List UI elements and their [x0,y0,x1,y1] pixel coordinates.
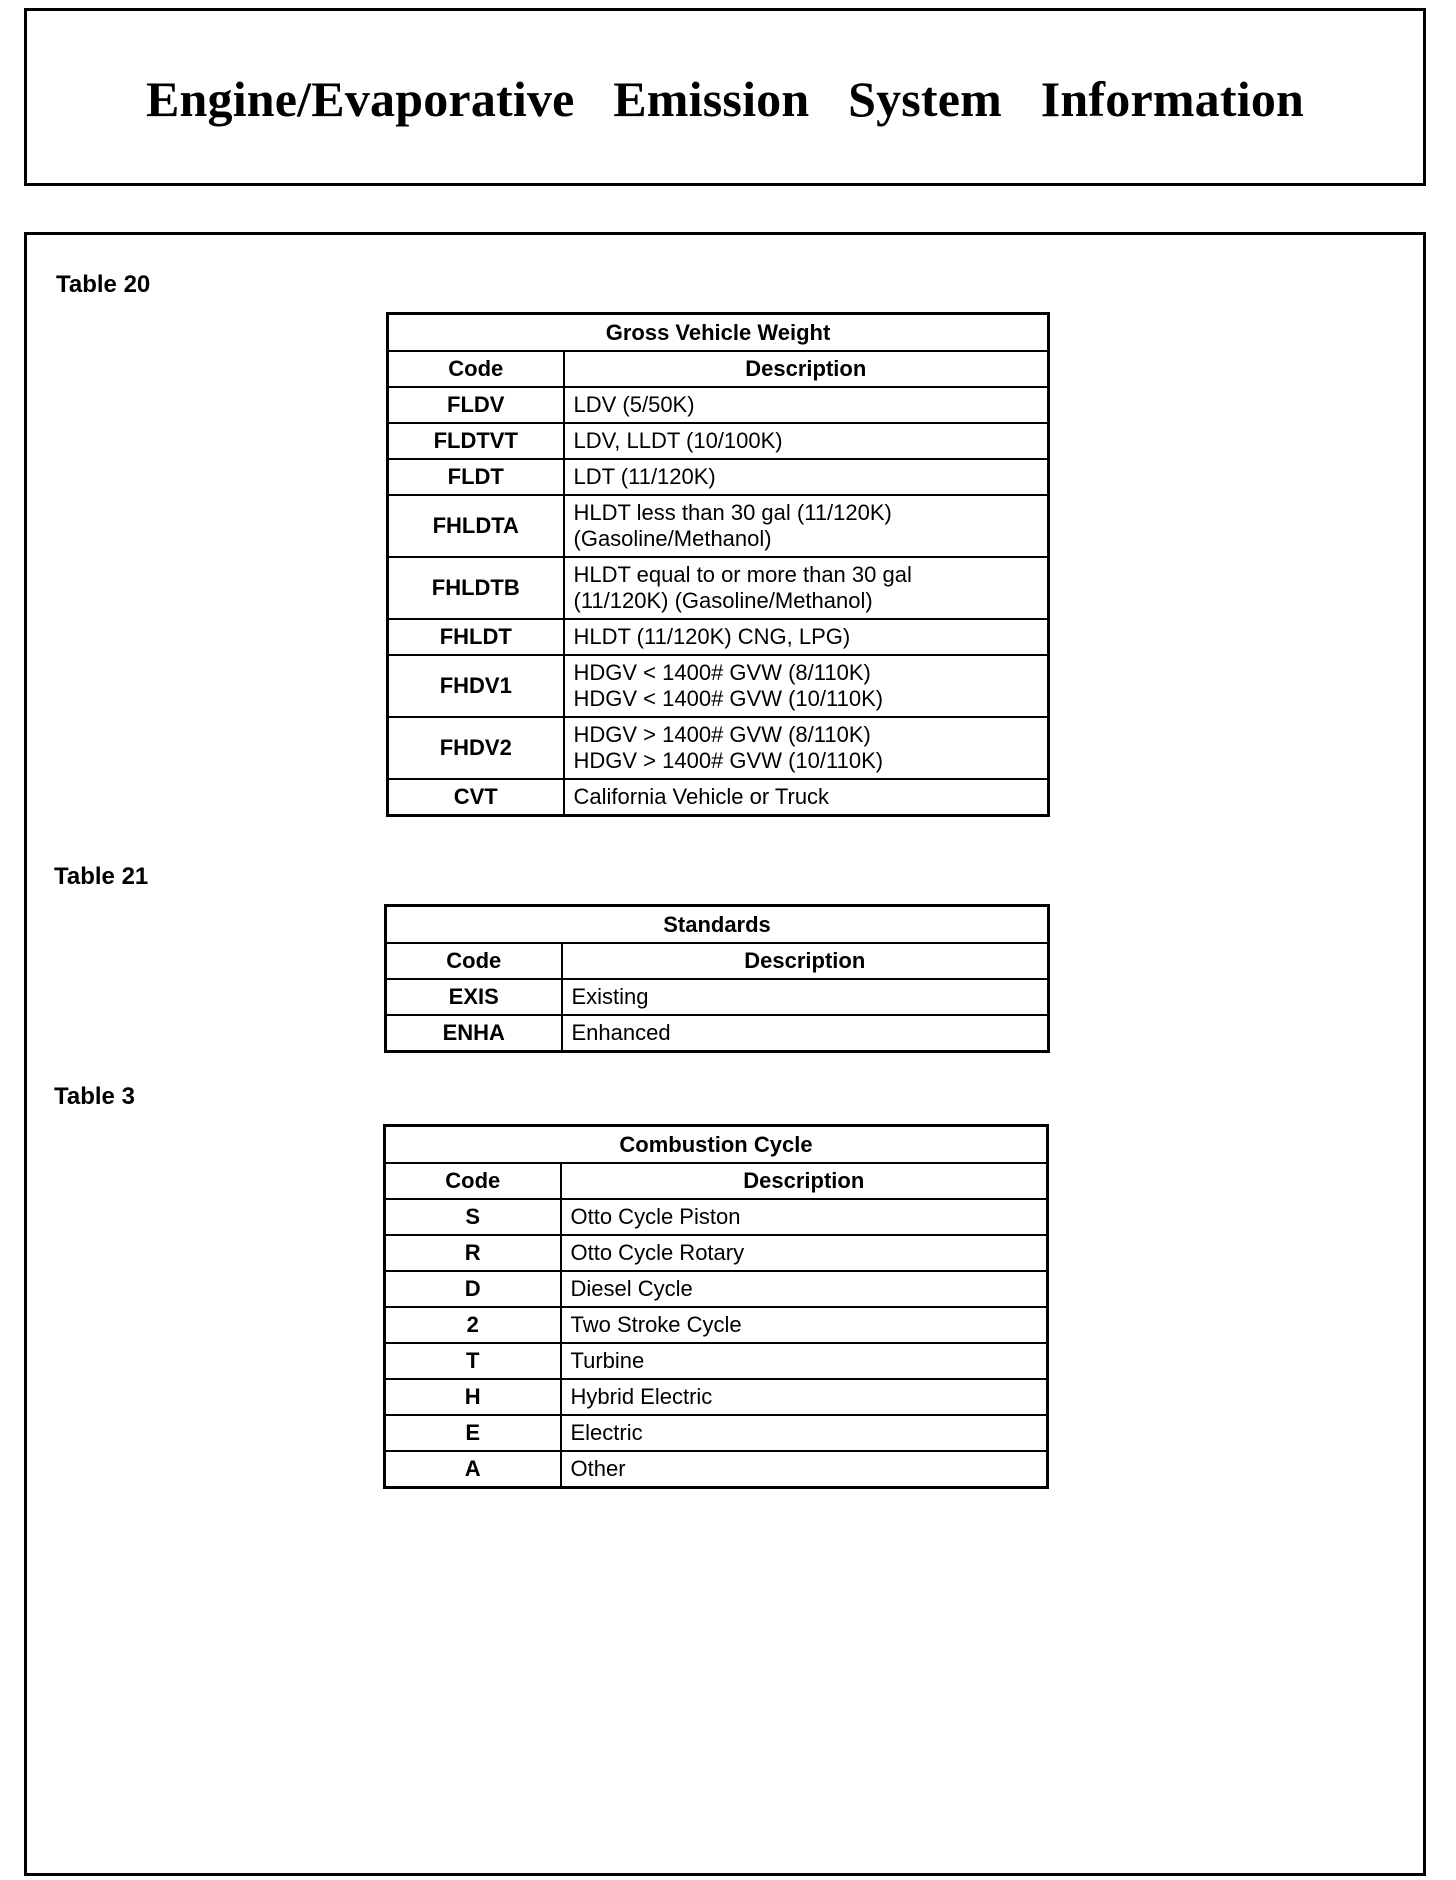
description-line: LDV, LLDT (10/100K) [573,428,783,453]
table-row [388,655,1049,717]
code-cell: E [385,1415,561,1451]
description-line: Other [570,1455,626,1481]
table-row [385,1271,1048,1307]
description-cell [564,557,1049,619]
description-line: Electric [570,1420,643,1445]
description-line: HDGV < 1400# GVW (10/110K) [573,686,884,711]
code-cell: R [385,1235,561,1271]
table-standards [384,904,1050,1053]
table-row [385,1235,1048,1271]
table-row [386,1015,1049,1051]
table-body [388,387,1049,815]
table-row [385,1343,1048,1379]
description-line: HLDT less than 30 gal (11/120K) [573,500,892,525]
description-line: HLDT (11/120K) CNG, LPG) [573,624,851,649]
description-line: HDGV < 1400# GVW (8/110K) [573,660,871,685]
description-column-header: Description [564,351,1049,387]
code-cell: FHDV2 [388,717,564,779]
table-caption: Gross Vehicle Weight [388,314,1049,352]
table-3-label: Table 3 [54,1083,135,1110]
code-column-header: Code [385,1163,561,1199]
code-cell: CVT [388,779,564,815]
description-line: Otto Cycle Rotary [570,1240,745,1265]
description-cell [561,1307,1048,1343]
table-row [388,779,1049,815]
description-line: Diesel Cycle [570,1276,693,1301]
table-caption: Standards [386,906,1049,944]
description-line: Two Stroke Cycle [570,1312,742,1337]
table-row [385,1199,1048,1235]
code-cell: H [385,1379,561,1415]
description-line: LDV (5/50K) [573,392,695,417]
table-row [388,495,1049,557]
main-content [24,232,1426,1876]
code-cell: EXIS [386,979,562,1015]
table-row [386,979,1049,1015]
code-cell: FHLDTA [388,495,564,557]
description-cell [564,619,1049,655]
table-row [388,459,1049,495]
description-cell [564,495,1049,557]
code-cell: 2 [385,1307,561,1343]
description-line: HDGV > 1400# GVW (8/110K) [573,722,871,747]
description-cell [564,423,1049,459]
description-line: Enhanced [571,1019,671,1045]
description-line: (Gasoline/Methanol) [573,526,772,551]
description-cell [561,1451,1048,1487]
table-21-label: Table 21 [54,863,149,890]
code-column-header: Code [386,943,562,979]
description-cell [562,979,1049,1015]
code-cell: ENHA [386,1015,562,1051]
table-row [385,1451,1048,1487]
table-gross-vehicle-weight [386,312,1050,817]
description-line: Turbine [570,1348,645,1373]
description-column-header: Description [561,1163,1048,1199]
description-cell [561,1235,1048,1271]
table-20-label: Table 20 [56,271,151,298]
table-body [385,1199,1048,1487]
code-cell: FLDTVT [388,423,564,459]
description-cell [564,655,1049,717]
description-line: HLDT equal to or more than 30 gal [573,562,912,587]
description-cell [561,1415,1048,1451]
page-header [24,8,1426,186]
table-row [385,1415,1048,1451]
code-cell: FHLDTB [388,557,564,619]
table-caption: Combustion Cycle [385,1126,1048,1164]
code-cell: S [385,1199,561,1235]
table-row [385,1379,1048,1415]
code-cell: T [385,1343,561,1379]
table-row [388,423,1049,459]
description-cell [564,779,1049,815]
code-column-header: Code [388,351,564,387]
description-cell [561,1343,1048,1379]
table-row [388,387,1049,423]
code-cell: FLDT [388,459,564,495]
description-column-header: Description [562,943,1049,979]
code-cell: FHLDT [388,619,564,655]
description-cell [564,459,1049,495]
description-cell [564,387,1049,423]
description-line: Existing [571,984,649,1009]
page-title: Engine/Evaporative Emission System Information [145,71,1305,127]
table-row [388,717,1049,779]
description-cell [561,1379,1048,1415]
table-row [385,1307,1048,1343]
table-body [386,979,1049,1051]
table-row [388,557,1049,619]
description-line: Hybrid Electric [570,1384,713,1409]
table-combustion-cycle [383,1124,1049,1489]
description-cell [564,717,1049,779]
description-line: California Vehicle or Truck [573,783,830,809]
table-row [388,619,1049,655]
description-cell [561,1271,1048,1307]
description-line: HDGV > 1400# GVW (10/110K) [573,748,884,773]
description-cell [561,1199,1048,1235]
code-cell: A [385,1451,561,1487]
code-cell: D [385,1271,561,1307]
code-cell: FLDV [388,387,564,423]
description-line: (11/120K) (Gasoline/Methanol) [573,588,873,613]
description-cell [562,1015,1049,1051]
code-cell: FHDV1 [388,655,564,717]
description-line: LDT (11/120K) [573,464,716,489]
description-line: Otto Cycle Piston [570,1204,741,1229]
